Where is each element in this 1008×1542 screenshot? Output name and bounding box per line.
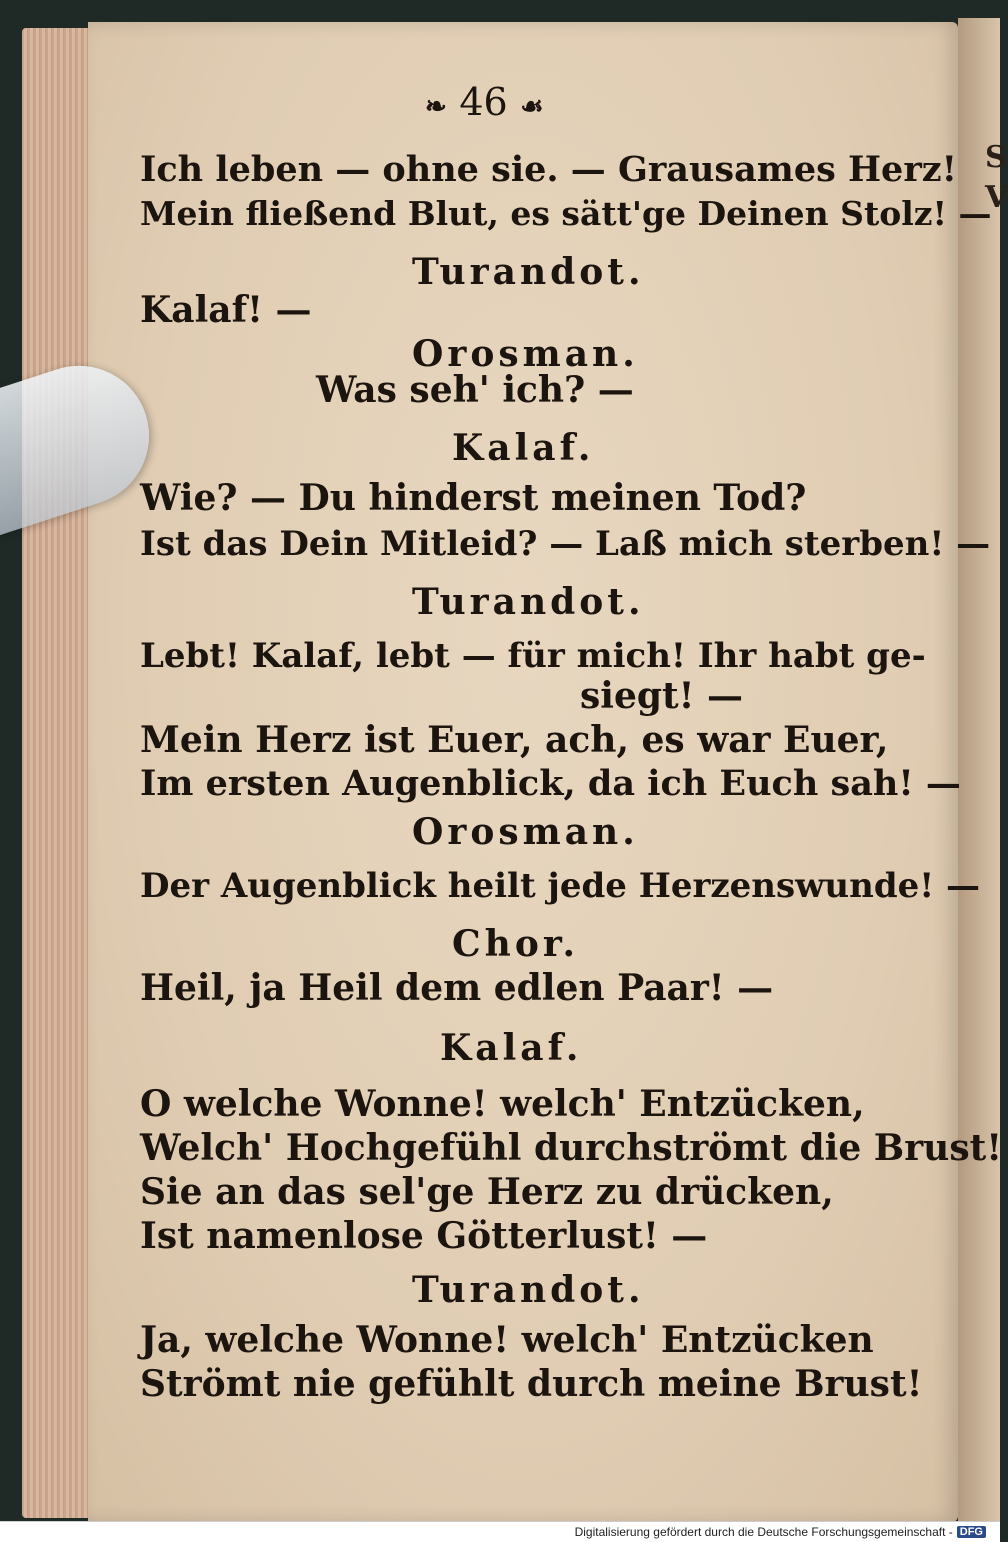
speaker-name: Orosman.	[412, 811, 639, 853]
facing-page-glyph: S	[985, 140, 1007, 175]
verse-line: Ist das Dein Mitleid? — Laß mich sterben! —	[140, 524, 991, 564]
dfg-logo: DFG	[957, 1526, 986, 1538]
verse-line: Mein fließend Blut, es sätt'ge Deinen Stolz! —	[140, 194, 992, 233]
page-number: 46	[459, 80, 508, 124]
verse-line: Kalaf! —	[140, 289, 312, 331]
digitization-footer	[0, 1521, 1000, 1542]
page-header	[425, 82, 544, 127]
verse-line: Welch' Hochgefühl durchströmt die Brust!	[140, 1127, 1003, 1169]
speaker-name: Turandot.	[412, 251, 645, 293]
verse-line: siegt! —	[580, 675, 743, 717]
speaker-name: Orosman.	[412, 333, 639, 375]
verse-line: Heil, ja Heil dem edlen Paar! —	[140, 967, 774, 1009]
verse-line: Lebt! Kalaf, lebt — für mich! Ihr habt ge-	[140, 636, 926, 676]
verse-line: O welche Wonne! welch' Entzücken,	[140, 1083, 865, 1125]
ornament-left-icon: ❧	[425, 92, 447, 122]
verse-line: Strömt nie gefühlt durch meine Brust!	[140, 1363, 923, 1405]
verse-line: Sie an das sel'ge Herz zu drücken,	[140, 1171, 834, 1213]
verse-line: Was seh' ich? —	[316, 369, 634, 411]
verse-line: Mein Herz ist Euer, ach, es war Euer,	[140, 719, 889, 761]
speaker-name: Kalaf.	[440, 1027, 583, 1069]
speaker-name: Turandot.	[412, 581, 645, 623]
footer-credit: Digitalisierung gefördert durch die Deutsche Forschungsgemeinschaft -	[574, 1525, 953, 1539]
verse-line: Im ersten Augenblick, da ich Euch sah! —	[140, 763, 961, 804]
facing-page-glyph: V	[985, 180, 1008, 215]
verse-line: Der Augenblick heilt jede Herzenswunde! —	[140, 866, 981, 906]
verse-line: Wie? — Du hinderst meinen Tod?	[140, 477, 807, 519]
verse-line: Ja, welche Wonne! welch' Entzücken	[140, 1319, 874, 1361]
verse-line: Ist namenlose Götterlust! —	[140, 1215, 708, 1257]
speaker-name: Kalaf.	[452, 427, 595, 469]
ornament-right-icon: ☙	[520, 92, 544, 122]
speaker-name: Turandot.	[412, 1269, 645, 1311]
speaker-name: Chor.	[452, 923, 580, 965]
verse-line: Ich leben — ohne sie. — Grausames Herz!	[140, 149, 957, 190]
